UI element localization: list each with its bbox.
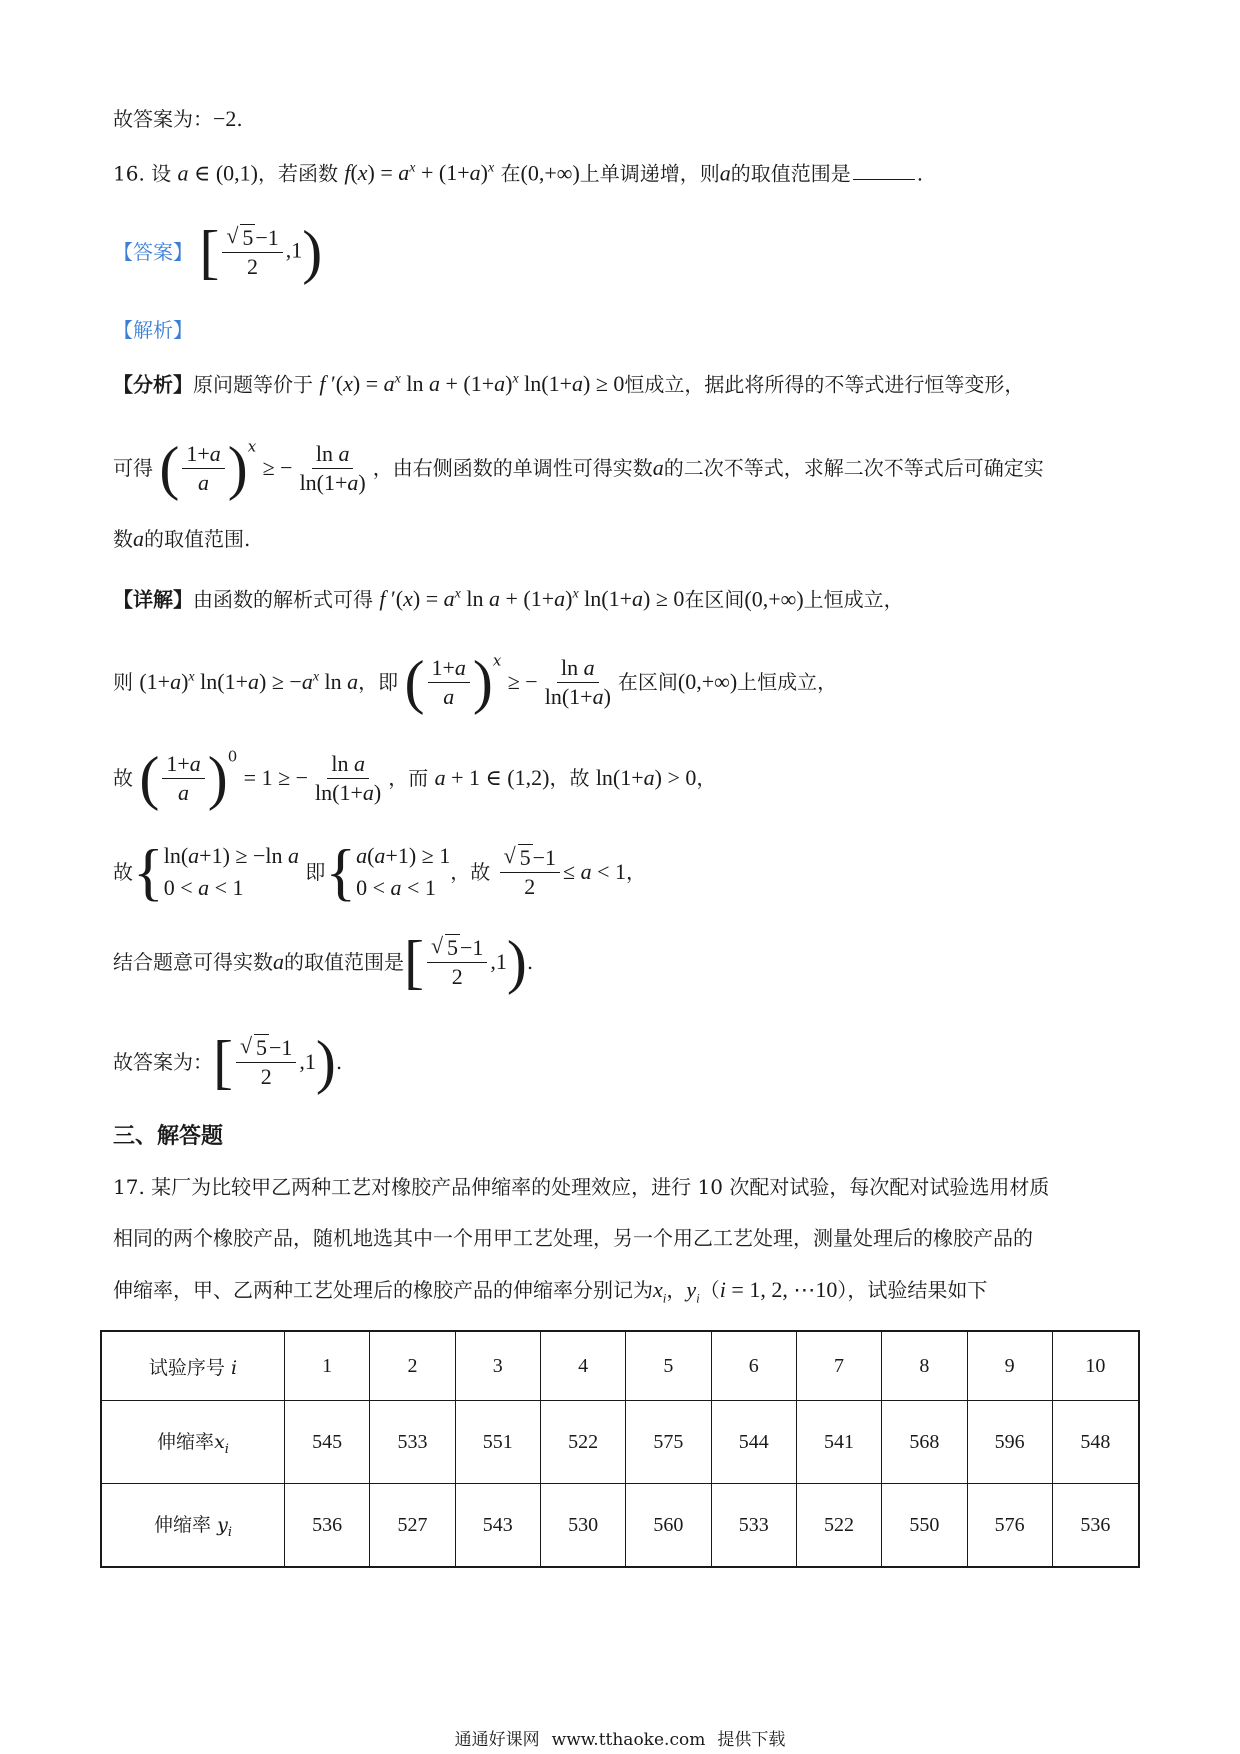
table-cell: 522	[540, 1401, 625, 1484]
table-cell: 10	[1052, 1331, 1139, 1401]
fenxi-line-2: 可得 ( $\frac{1+a}{a}$ )$^x$ ≥ − $\frac{\text{ln a}}{\ln(1+a)}$ ，由右侧函数的单调性可得实数a的二次不等式，求解二次不等式后可确定实	[113, 435, 1044, 501]
answer-tag: 【答案】	[113, 240, 193, 264]
table-cell: 8	[882, 1331, 967, 1401]
fenxi-tag: 【分析】	[113, 372, 193, 397]
table-cell: 533	[370, 1401, 455, 1484]
table-row-index	[101, 1331, 1139, 1401]
table-cell: 596	[967, 1401, 1052, 1484]
xiangjie-tag: 【详解】	[113, 587, 193, 612]
question-17-line-2: 相同的两个橡胶产品，随机地选其中一个用甲工艺处理，另一个用乙工艺处理，测量处理后的橡胶产品的	[113, 1226, 1033, 1250]
fenxi-line-1: 【分析】原问题等价于 f $'(x) = a^x$ $\ln a + (1+a)^x$ ln(1+a) ≥ 0恒成立，据此将所得的不等式进行恒等变形，	[113, 371, 1025, 397]
table-cell: 9	[967, 1331, 1052, 1401]
table-cell: 536	[285, 1484, 370, 1568]
table-header-cell: 试验序号 i	[101, 1331, 285, 1401]
table-cell: 5	[626, 1331, 711, 1401]
table-row-x	[101, 1401, 1139, 1484]
xiangjie-line-4: 故{ ln(a+1) ≥ −ln a 0 < a < 1 即{ a(a+1) ≥ 1 0 < a < 1 ，故 √ $\frac{5-1}{2}$ ≤ a < 1，	[113, 840, 646, 904]
trial-results-table	[100, 1330, 1140, 1568]
question-17-line-3: 伸缩率，甲、乙两种工艺处理后的橡胶产品的伸缩率分别记为$x_i$，$y_i(i = 1$, 2, ⋯10），试验结果如下	[113, 1277, 988, 1306]
question-17-line-1: 17. 某厂为比较甲乙两种工艺对橡胶产品伸缩率的处理效应，进行 10 次配对试验，每次配对试验选用材质	[113, 1175, 1050, 1199]
table-cell: 2	[370, 1331, 455, 1401]
previous-answer-line: 故答案为：−2.	[113, 106, 243, 131]
footer-site: 通通好课网	[454, 1730, 540, 1750]
xiangjie-line-3: 故 ( $\frac{1+a}{a}$ )$^0$ = 1 ≥ − $\frac{\text{ln a}}{\ln(1+a)}$ ，而 a + 1 ∈ (1,2)，故 ln(1+a) > 0，	[113, 745, 717, 811]
table-cell: 536	[1052, 1484, 1139, 1568]
fenxi-line-3: 数a的取值范围.	[113, 526, 251, 551]
answer-line: 【答案】 [ √ $\frac{5-1}{2}$ ,1)	[113, 222, 322, 282]
analysis-tag: 【解析】	[113, 318, 193, 342]
table-cell: 530	[540, 1484, 625, 1568]
math-interval: (0,+∞)	[520, 160, 580, 186]
question-number: 16.	[113, 161, 145, 186]
table-cell: 548	[1052, 1401, 1139, 1484]
table-cell: 522	[796, 1484, 881, 1568]
table-header-cell: 伸缩率$x_i$	[101, 1401, 285, 1484]
table-cell: 551	[455, 1401, 540, 1484]
table-cell: 541	[796, 1401, 881, 1484]
xiangjie-line-5: 结合题意可得实数a的取值范围是[ √ $\frac{5-1}{2}$ ,1).	[113, 932, 533, 992]
page-footer	[0, 1725, 1240, 1750]
math-a-in-0-1: a ∈ (0,1)	[177, 160, 258, 186]
table-cell: 543	[455, 1484, 540, 1568]
table-cell: 545	[285, 1401, 370, 1484]
question-16: 16. 设 a ∈ (0,1)，若函数 $f(x) = a^x + (1+a)^x$ 在(0,+∞)上单调递增，则a的取值范围是 .	[113, 160, 924, 186]
footer-suffix: 提供下载	[717, 1730, 786, 1750]
footer-url[interactable]: www.tthaoke.com	[551, 1730, 706, 1750]
final-answer-line: 故答案为：[ √ $\frac{5-1}{2}$ ,1).	[113, 1032, 342, 1092]
analysis-line	[113, 320, 193, 340]
math-function-f: $f(x) = a^x + (1+a)^x$	[344, 160, 495, 186]
answer-blank	[853, 179, 915, 180]
table-cell: 527	[370, 1484, 455, 1568]
math-derivative: f $'(x) = a^x$ $\ln a + (1+a)^x$ ln(1+a) ≥ 0	[319, 371, 625, 397]
table-cell: 560	[626, 1484, 711, 1568]
table-cell: 533	[711, 1484, 796, 1568]
table-header-cell: 伸缩率 $y_i$	[101, 1484, 285, 1568]
table-cell: 6	[711, 1331, 796, 1401]
table-cell: 3	[455, 1331, 540, 1401]
table-row-y	[101, 1484, 1139, 1568]
table-cell: 576	[967, 1484, 1052, 1568]
table-cell: 4	[540, 1331, 625, 1401]
table-cell: 1	[285, 1331, 370, 1401]
section-title: 三、解答题	[113, 1123, 224, 1149]
xiangjie-line-2: 则 $(1+a)^x$ $\ln(1+a) \ge -a^x$ ln a，即 ( $\frac{1+a}{a}$ )$^x$ ≥ − $\frac{\text{ln a}}{\ln(1+a)}$ 在区间(0,+∞)上恒成立，	[113, 649, 838, 715]
xiangjie-line-1: 【详解】由函数的解析式可得 f $'(x) = a^x$ $\ln a + (1+a)^x$ ln(1+a) ≥ 0在区间(0,+∞)上恒成立，	[113, 586, 904, 612]
table-cell: 544	[711, 1401, 796, 1484]
table-cell: 575	[626, 1401, 711, 1484]
answer-label: 故答案为：	[113, 107, 213, 131]
table-cell: 568	[882, 1401, 967, 1484]
table-cell: 550	[882, 1484, 967, 1568]
answer-value: −2	[213, 106, 237, 131]
math-fraction: √ $\frac{5-1}{2}$	[222, 224, 282, 280]
table-cell: 7	[796, 1331, 881, 1401]
